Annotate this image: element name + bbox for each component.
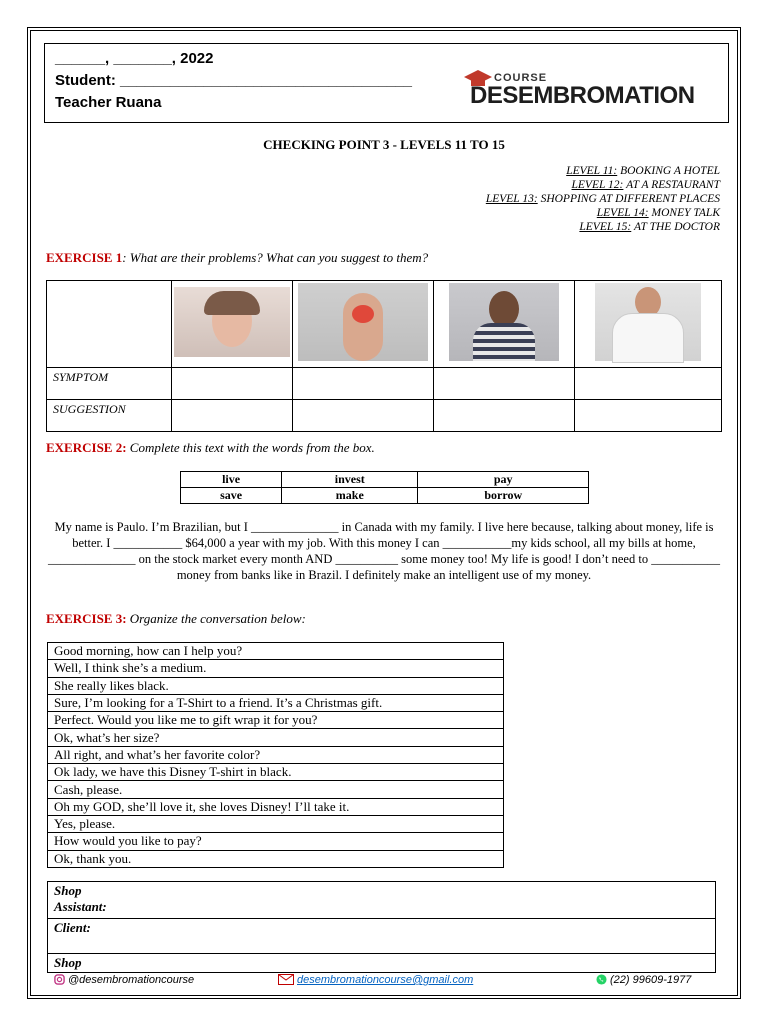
- suggestion-answer-cell[interactable]: [293, 400, 434, 432]
- row-label-suggestion: SUGGESTION: [47, 400, 172, 432]
- level-item: LEVEL 15: AT THE DOCTOR: [579, 221, 720, 233]
- role-shop[interactable]: Shop: [48, 953, 715, 972]
- conversation-line: Ok lady, we have this Disney T-shirt in black.: [48, 764, 504, 781]
- levels-list: [486, 164, 720, 234]
- level-item: LEVEL 12: AT A RESTAURANT: [571, 179, 720, 191]
- level-item: LEVEL 13: SHOPPING AT DIFFERENT PLACES: [485, 193, 720, 205]
- word-cell: save: [181, 488, 282, 504]
- teacher-name: Teacher Ruana: [55, 94, 162, 111]
- headache-photo: [174, 287, 290, 357]
- exercise2-heading: EXERCISE 2: Complete this text with the words from the box.: [46, 440, 375, 455]
- conversation-line: Yes, please.: [48, 815, 504, 832]
- word-cell: make: [282, 488, 418, 504]
- page-title: CHECKING POINT 3 - LEVELS 11 TO 15: [263, 137, 505, 152]
- conversation-line: She really likes black.: [48, 677, 504, 694]
- suggestion-answer-cell[interactable]: [575, 400, 722, 432]
- header-box: [44, 43, 729, 123]
- exercise3-heading: EXERCISE 3: Organize the conversation below:: [46, 611, 306, 626]
- word-cell: invest: [282, 472, 418, 488]
- footer-phone[interactable]: (22) 99609-1977: [596, 974, 691, 986]
- cough-photo: [449, 283, 559, 361]
- sore-throat-photo: [298, 283, 428, 361]
- role-shop-assistant[interactable]: Shop Assistant:: [54, 883, 107, 914]
- conversation-line: Perfect. Would you like me to gift wrap it for you?: [48, 712, 504, 729]
- word-cell: pay: [418, 472, 589, 488]
- level-item: LEVEL 14: MONEY TALK: [596, 207, 720, 219]
- logo-course-text: COURSE: [494, 72, 548, 84]
- word-cell: borrow: [418, 488, 589, 504]
- conversation-line: Oh my GOD, she’ll love it, she loves Disney! I’ll take it.: [48, 798, 504, 815]
- conversation-line: How would you like to pay?: [48, 833, 504, 850]
- symptom-table: [46, 280, 722, 432]
- conversation-line: Good morning, how can I help you?: [48, 643, 504, 660]
- symptom-answer-cell[interactable]: [575, 368, 722, 400]
- footer-instagram[interactable]: @desembromationcourse: [54, 974, 194, 986]
- student-line: Student: ___________________________________: [55, 72, 412, 89]
- mail-icon: [278, 974, 294, 985]
- conversation-table: [47, 642, 504, 868]
- email-link[interactable]: desembromationcourse@gmail.com: [297, 974, 474, 986]
- conversation-line: All right, and what’s her favorite color?: [48, 746, 504, 763]
- word-box: [180, 471, 589, 504]
- instagram-icon: [54, 974, 65, 985]
- suggestion-answer-cell[interactable]: [434, 400, 575, 432]
- conversation-line: Well, I think she’s a medium.: [48, 660, 504, 677]
- logo-main-text: DESEMBROMATION: [470, 82, 695, 109]
- conversation-line: Ok, what’s her size?: [48, 729, 504, 746]
- conversation-line: Sure, I’m looking for a T-Shirt to a friend. It’s a Christmas gift.: [48, 694, 504, 711]
- course-logo: [464, 68, 714, 112]
- symptom-answer-cell[interactable]: [293, 368, 434, 400]
- row-label-symptom: SYMPTOM: [47, 368, 172, 400]
- suggestion-answer-cell[interactable]: [172, 400, 293, 432]
- exercise2-text: My name is Paulo. I’m Brazilian, but I ______________ in Canada with my family. I live here because, talking about money, life is better. I ___________ $64,000 a year with my job. With this money I can ___________my kids school, all my bills at home, ______________ on the stock market every month AND __________ some money too! My life is good! I don’t need to ___________ money from banks like in Brazil. I definitely make an intelligent use of my money.: [48, 520, 720, 582]
- roles-box: [47, 881, 716, 973]
- conversation-line: Cash, please.: [48, 781, 504, 798]
- symptom-answer-cell[interactable]: [434, 368, 575, 400]
- date-line: ______, _______, 2022: [55, 50, 214, 67]
- word-cell: live: [181, 472, 282, 488]
- role-client[interactable]: Client:: [48, 918, 715, 953]
- whatsapp-icon: [596, 974, 607, 985]
- exercise1-heading: EXERCISE 1: What are their problems? What can you suggest to them?: [46, 250, 429, 265]
- symptom-answer-cell[interactable]: [172, 368, 293, 400]
- conversation-line: Ok, thank you.: [48, 850, 504, 867]
- level-item: LEVEL 11: BOOKING A HOTEL: [566, 165, 720, 177]
- footer-email[interactable]: [278, 974, 473, 986]
- stomachache-photo: [595, 283, 701, 361]
